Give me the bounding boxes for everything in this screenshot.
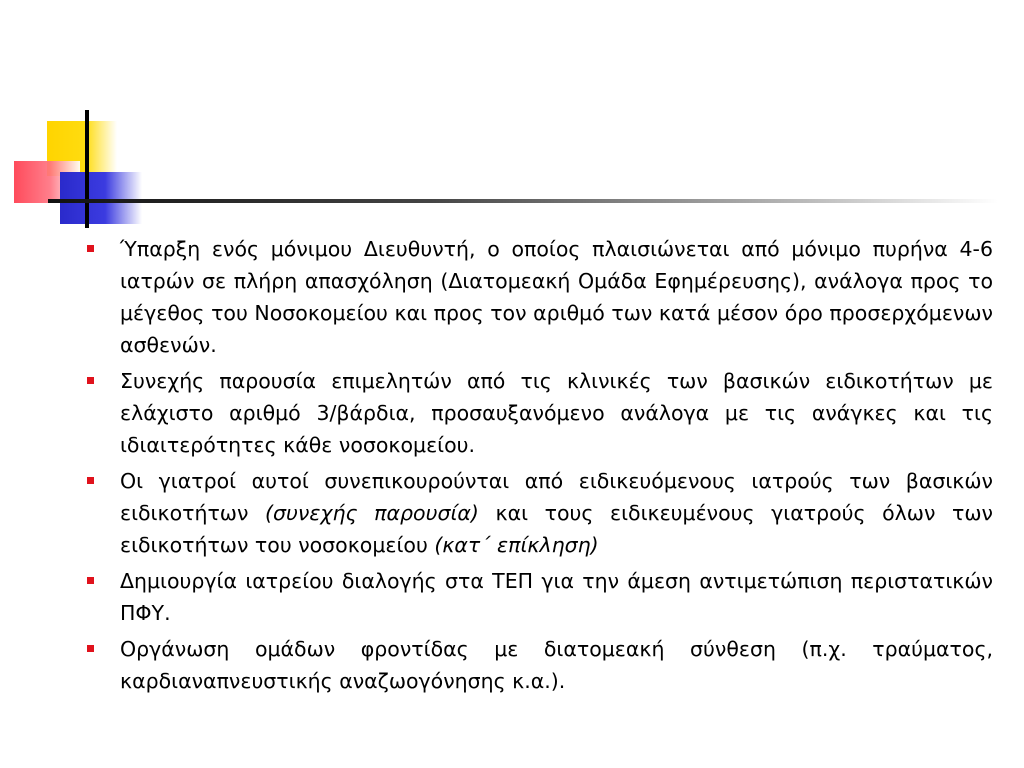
logo-blue-square [60, 172, 142, 224]
bullet-list [120, 233, 993, 697]
bullet-text-italic: (συνεχής παρουσία) [265, 501, 479, 525]
red-square-bullet-icon [87, 477, 94, 484]
bullet-text: Δημιουργία ιατρείου διαλογής στα ΤΕΠ για την άμεση αντιμετώπιση περιστατικών ΠΦΥ. [120, 569, 993, 625]
red-square-bullet-icon [87, 577, 94, 584]
slide-body [120, 233, 993, 701]
bullet-text: Οργάνωση ομάδων φροντίδας με διατομεακή σύνθεση (π.χ. τραύματος, καρδιαναπνευστικής αναζωογόνησης κ.α.). [120, 637, 993, 693]
title-divider-line [48, 199, 998, 203]
bullet-text-italic: (κατ΄ επίκληση) [434, 533, 599, 557]
red-square-bullet-icon [87, 245, 94, 252]
red-square-bullet-icon [87, 377, 94, 384]
bullet-text: Ύπαρξη ενός μόνιμου Διευθυντή, ο οποίος πλαισιώνεται από μόνιμο πυρήνα 4-6 ιατρών σε πλήρη απασχόληση (Διατομεακή Ομάδα Εφημέρευσης), ανάλογα προς το μέγεθος του Νοσοκομείου και προς τον αριθμό των κατά μέσον όρο προσερχόμενων ασθενών. [120, 237, 993, 357]
list-item [120, 465, 993, 561]
bullet-text: Συνεχής παρουσία επιμελητών από τις κλινικές των βασικών ειδικοτήτων με ελάχιστο αριθμό 3/βάρδια, προσαυξανόμενο ανάλογα με τις ανάγκες και τις ιδιαιτερότητες κάθε νοσοκομείου. [120, 369, 993, 457]
list-item [120, 565, 993, 629]
bullet-text: Οι γιατροί αυτοί συνεπικουρούνται από ειδικευόμενους ιατρούς των βασικών ειδικοτήτων [120, 469, 993, 525]
list-item [120, 365, 993, 461]
bullet-text: και τους ειδικευμένους γιατρούς όλων των ειδικοτήτων του νοσοκομείου [120, 501, 993, 557]
logo-vertical-line [85, 110, 89, 228]
decorative-squares-logo-icon [0, 0, 160, 240]
red-square-bullet-icon [87, 645, 94, 652]
list-item [120, 233, 993, 361]
list-item [120, 633, 993, 697]
